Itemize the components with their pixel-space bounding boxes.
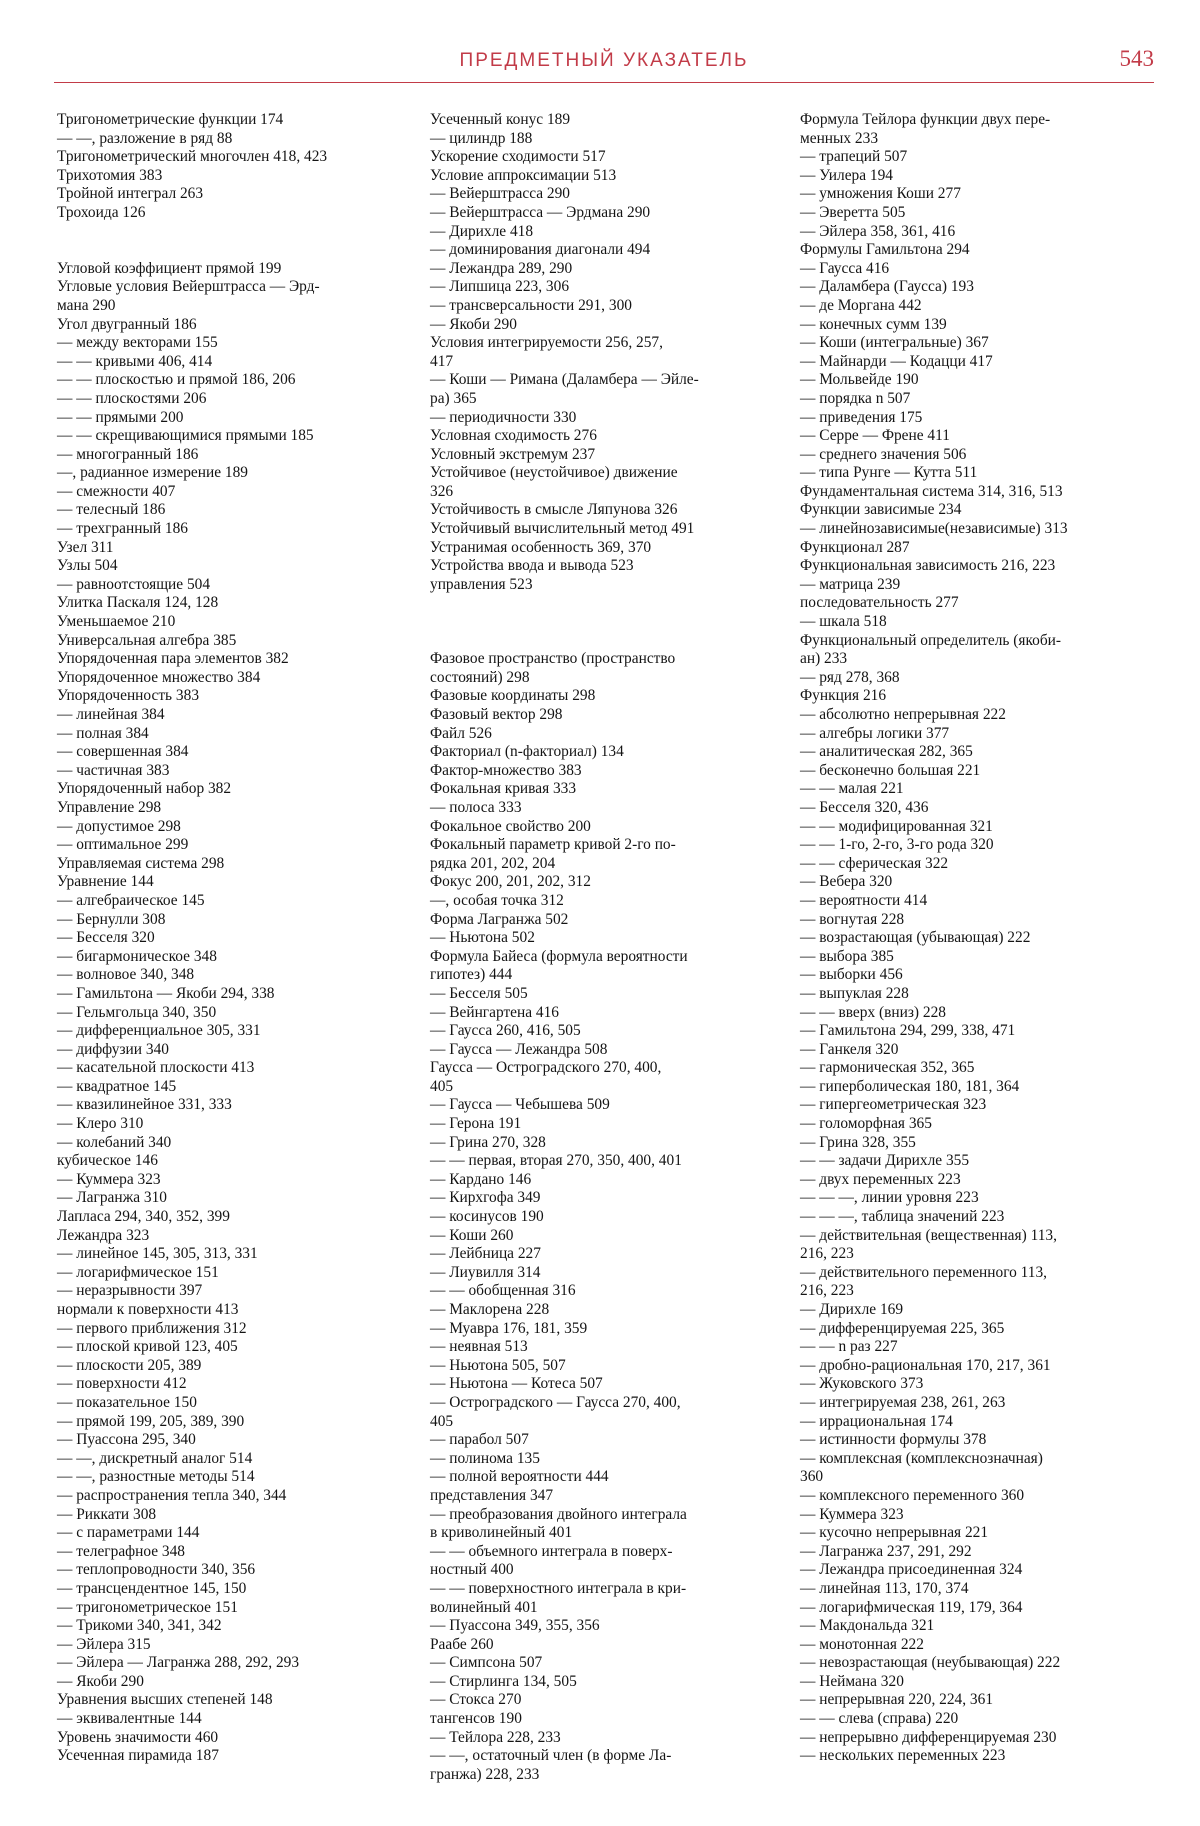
index-entry: Тройной интеграл 263 [57, 185, 204, 203]
index-entry: 405 [430, 1077, 454, 1095]
index-entry: — Жуковского 373 [800, 1375, 924, 1393]
index-entry: Устойчивость в смысле Ляпунова 326 [430, 501, 678, 519]
index-entry: — Ньютона 505, 507 [430, 1356, 566, 1374]
index-entry: — волновое 340, 348 [57, 966, 195, 984]
index-entry: — Липшица 223, 306 [430, 278, 570, 296]
index-entry: — допустимое 298 [57, 817, 181, 835]
index-entry: — цилиндр 188 [430, 129, 533, 147]
index-entry: Тригонометрические функции 174 [57, 111, 284, 128]
index-entry: — Эйлера 315 [57, 1635, 151, 1653]
index-entry: — — задачи Дирихле 355 [800, 1152, 970, 1170]
index-entry: Формулы Гамильтона 294 [800, 241, 970, 259]
index-entry: — Эйлера 358, 361, 416 [800, 222, 956, 240]
index-entry: — Лейбница 227 [430, 1245, 541, 1263]
index-entry: — равноотстоящие 504 [57, 575, 211, 593]
index-entry: — Гаусса 416 [800, 259, 890, 277]
spacer [430, 613, 746, 632]
index-column-1 [57, 111, 373, 1766]
header-rule [54, 82, 1154, 83]
index-entry: 417 [430, 352, 454, 370]
index-entry: гипотез) 444 [430, 966, 513, 984]
index-entry: — выбора 385 [800, 947, 894, 965]
index-entry: — —, дискретный аналог 514 [57, 1449, 253, 1467]
index-entry: — прямой 199, 205, 389, 390 [57, 1412, 245, 1430]
index-entry: — — объемного интеграла в поверх- [430, 1542, 673, 1560]
index-entry: — Пуассона 295, 340 [57, 1431, 196, 1449]
index-entry: — конечных сумм 139 [800, 315, 947, 333]
index-entry: — Лежандра присоединенная 324 [800, 1561, 1023, 1579]
index-entry: — распространения тепла 340, 344 [57, 1486, 287, 1504]
index-entry: — Лежандра 289, 290 [430, 259, 573, 277]
index-entry: — периодичности 330 [430, 408, 577, 426]
index-entry: — Бесселя 320, 436 [800, 798, 929, 816]
index-entry: Условная сходимость 276 [430, 427, 597, 445]
index-entry: — трехгранный 186 [57, 520, 188, 538]
index-entry: Трихотомия 383 [57, 166, 163, 184]
index-entry: — — скрещивающимися прямыми 185 [57, 427, 314, 445]
index-entry: — Гамильтона — Якоби 294, 338 [57, 984, 275, 1002]
index-entry: — интегрируемая 238, 261, 263 [800, 1393, 1006, 1411]
index-entry: — —, разностные методы 514 [57, 1468, 255, 1486]
index-entry: 216, 223 [800, 1282, 854, 1300]
index-entry: — монотонная 222 [800, 1635, 924, 1653]
index-entry: — комплексного переменного 360 [800, 1486, 1025, 1504]
index-entry: мана 290 [57, 296, 116, 314]
index-entry: — Вебера 320 [800, 873, 893, 891]
page-number: 543 [1119, 46, 1154, 71]
index-entry: — Грина 270, 328 [430, 1133, 546, 1151]
index-entry: — Стирлинга 134, 505 [430, 1672, 577, 1690]
index-entry: — умножения Коши 277 [800, 185, 961, 203]
index-entry: — Дирихле 169 [800, 1301, 904, 1318]
index-entry: — —, разложение в ряд 88 [57, 129, 233, 147]
index-entry: Устройства ввода и вывода 523 [430, 557, 634, 575]
index-entry: — — сферическая 322 [800, 854, 949, 872]
index-entry: Факториал (n-факториал) 134 [430, 743, 624, 761]
index-entry: — линейное 145, 305, 313, 331 [57, 1245, 258, 1263]
index-entry: — — n раз 227 [800, 1338, 898, 1356]
index-entry: — Гаусса — Чебышева 509 [430, 1096, 610, 1114]
index-entry: — эквивалентные 144 [57, 1710, 202, 1728]
index-entry: — Ганкеля 320 [800, 1040, 899, 1058]
index-entry: Угол двугранный 186 [57, 315, 197, 333]
index-entry: — — плоскостями 206 [57, 389, 207, 407]
index-entry: Упорядоченная пара элементов 382 [57, 650, 289, 668]
index-entry: — ряд 278, 368 [800, 668, 900, 686]
index-entry: Усеченная пирамида 187 [57, 1747, 219, 1765]
index-entry: — Гамильтона 294, 299, 338, 471 [800, 1022, 1016, 1040]
index-entry: — неразрывности 397 [57, 1282, 203, 1300]
index-entry: — Дирихле 418 [430, 222, 534, 240]
index-entry: — среднего значения 506 [800, 445, 967, 463]
index-entry: Функционал 287 [800, 538, 910, 556]
index-entry: — Ньютона — Котеса 507 [430, 1375, 603, 1393]
index-entry: — вогнутая 228 [800, 910, 905, 928]
index-entry: Устойчивый вычислительный метод 491 [430, 520, 695, 538]
index-entry: Фактор-множество 383 [430, 761, 582, 779]
index-entry: в криволинейный 401 [430, 1524, 573, 1542]
index-entry: — — кривыми 406, 414 [57, 352, 213, 370]
index-entry: Функциональный определитель (якоби- [800, 631, 1062, 649]
index-entry: — смежности 407 [57, 482, 176, 500]
index-entry: ра) 365 [430, 389, 477, 407]
index-entry: — Эйлера — Лагранжа 288, 292, 293 [57, 1654, 300, 1672]
index-entry: Формула Байеса (формула вероятности [430, 947, 688, 965]
index-entry: — полинома 135 [430, 1449, 540, 1467]
index-entry: — Куммера 323 [800, 1505, 904, 1523]
index-entry: — касательной плоскости 413 [57, 1059, 255, 1077]
index-entry: — Стокса 270 [430, 1691, 522, 1709]
index-entry: рядка 201, 202, 204 [430, 854, 556, 872]
index-entry: — Трикоми 340, 341, 342 [57, 1617, 222, 1635]
page-header [54, 44, 1154, 84]
index-entry: — непрерывная 220, 224, 361 [800, 1691, 994, 1709]
index-entry: — колебаний 340 [57, 1133, 172, 1151]
index-entry: — шкала 518 [800, 613, 887, 631]
index-entry: Условия интегрируемости 256, 257, [430, 334, 663, 352]
index-entry: Устойчивое (неустойчивое) движение [430, 464, 678, 482]
running-title: ПРЕДМЕТНЫЙ УКАЗАТЕЛЬ [459, 50, 749, 71]
index-entry: — — слева (справа) 220 [800, 1710, 959, 1728]
index-entry: — алгебраическое 145 [57, 891, 205, 909]
index-entry: — де Моргана 442 [800, 296, 922, 314]
index-entry: 326 [430, 482, 454, 500]
index-entry: — Гельмгольца 340, 350 [57, 1003, 217, 1021]
index-entry: — —, остаточный член (в форме Ла- [430, 1747, 672, 1765]
index-entry: ностный 400 [430, 1561, 514, 1579]
index-entry: — возрастающая (убывающая) 222 [800, 929, 1031, 947]
spacer [430, 594, 746, 613]
index-entry: Гаусса — Остроградского 270, 400, [430, 1059, 662, 1077]
index-entry: — с параметрами 144 [57, 1524, 200, 1542]
index-entry: — истинности формулы 378 [800, 1431, 987, 1449]
index-entry: Управляемая система 298 [57, 854, 225, 872]
index-entry: Узел 311 [57, 538, 114, 556]
index-entry: гранжа) 228, 233 [430, 1765, 540, 1783]
index-entry: — доминирования диагонали 494 [430, 241, 651, 259]
index-entry: — Ньютона 502 [430, 929, 535, 947]
index-entry: — трансверсальности 291, 300 [430, 296, 632, 314]
index-entry: — Бернулли 308 [57, 910, 166, 928]
index-entry: — дифференцируемая 225, 365 [800, 1319, 1005, 1337]
index-entry: — Грина 328, 355 [800, 1133, 916, 1151]
index-entry: тангенсов 190 [430, 1710, 522, 1728]
index-entry: — — малая 221 [800, 780, 904, 798]
index-entry: — Коши — Римана (Даламбера — Эйле- [430, 371, 699, 389]
index-entry: — квадратное 145 [57, 1077, 177, 1095]
index-entry: Тригонометрический многочлен 418, 423 [57, 148, 328, 166]
index-entry: — Клеро 310 [57, 1115, 144, 1133]
index-entry: — Майнарди — Кодацци 417 [800, 352, 993, 370]
index-entry: кубическое 146 [57, 1152, 158, 1170]
index-entry: — дифференциальное 305, 331 [57, 1022, 261, 1040]
index-entry: Угловые условия Вейерштрасса — Эрд- [57, 278, 320, 296]
index-entry: нормали к поверхности 413 [57, 1301, 239, 1318]
index-entry: — полоса 333 [430, 798, 522, 816]
index-entry: — Уилера 194 [800, 166, 893, 184]
index-entry: Функция 216 [800, 687, 887, 705]
index-entry: — Симпсона 507 [430, 1654, 543, 1672]
index-entry: — Риккати 308 [57, 1505, 157, 1523]
index-entry: — Кирхгофа 349 [430, 1189, 541, 1207]
index-entry: — диффузии 340 [57, 1040, 169, 1058]
index-entry: — непрерывно дифференцируемая 230 [800, 1728, 1057, 1746]
index-entry: Упорядоченность 383 [57, 687, 200, 705]
index-entry: — квазилинейное 331, 333 [57, 1096, 232, 1114]
index-entry: Фокальное свойство 200 [430, 817, 591, 835]
index-entry: Фундаментальная система 314, 316, 513 [800, 482, 1063, 500]
index-entry: — телеграфное 348 [57, 1542, 186, 1560]
index-entry: — выборки 456 [800, 966, 903, 984]
index-entry: Файл 526 [430, 724, 492, 742]
index-entry: Усеченный конус 189 [430, 111, 571, 128]
index-entry: — Муавра 176, 181, 359 [430, 1319, 588, 1337]
index-entry: Форма Лагранжа 502 [430, 910, 569, 928]
index-entry: Фокальная кривая 333 [430, 780, 577, 798]
index-entry: — плоской кривой 123, 405 [57, 1338, 238, 1356]
index-entry: менных 233 [800, 129, 879, 147]
index-entry: — выпуклая 228 [800, 984, 909, 1002]
index-entry: — алгебры логики 377 [800, 724, 950, 742]
index-entry: Устранимая особенность 369, 370 [430, 538, 652, 556]
index-entry: — кусочно непрерывная 221 [800, 1524, 989, 1542]
index-entry: Узлы 504 [57, 557, 118, 575]
index-entry: — матрица 239 [800, 575, 901, 593]
index-entry: Трохоида 126 [57, 203, 146, 221]
index-entry: Условный экстремум 237 [430, 445, 596, 463]
index-entry: — типа Рунге — Кутта 511 [800, 464, 978, 482]
index-entry: Угловой коэффициент прямой 199 [57, 259, 282, 277]
index-entry: Условие аппроксимации 513 [430, 166, 617, 184]
index-entry: — линейная 384 [57, 706, 165, 723]
index-entry: Улитка Паскаля 124, 128 [57, 594, 219, 612]
index-entry: волинейный 401 [430, 1598, 538, 1616]
index-entry: — двух переменных 223 [800, 1170, 961, 1188]
index-entry: представления 347 [430, 1486, 554, 1504]
spacer [57, 241, 373, 260]
index-entry: — Вейерштрасса — Эрдмана 290 [430, 203, 651, 221]
index-entry: Уравнение 144 [57, 873, 154, 891]
index-entry: — Якоби 290 [430, 315, 517, 333]
index-entry: — — модифицированная 321 [800, 817, 993, 835]
index-entry: — Куммера 323 [57, 1170, 161, 1188]
index-entry: — — 1-го, 2-го, 3-го рода 320 [800, 836, 994, 854]
index-entry: —, радианное измерение 189 [57, 464, 248, 482]
index-entry: — — прямыми 200 [57, 408, 184, 426]
index-entry: — голоморфная 365 [800, 1115, 932, 1133]
index-entry: — Лиувилля 314 [430, 1263, 541, 1281]
index-entry: —, особая точка 312 [430, 891, 564, 909]
index-entry: — — обобщенная 316 [430, 1282, 576, 1300]
index-entry: — невозрастающая (неубывающая) 222 [800, 1654, 1061, 1672]
index-entry: — иррациональная 174 [800, 1412, 953, 1430]
index-entry: — совершенная 384 [57, 743, 189, 761]
index-entry: — полной вероятности 444 [430, 1468, 609, 1486]
index-entry: Универсальная алгебра 385 [57, 631, 237, 649]
index-entry: — логарифмическая 119, 179, 364 [800, 1598, 1023, 1616]
index-entry: — полная 384 [57, 724, 149, 742]
index-entry: Формула Тейлора функции двух пере- [800, 111, 1051, 128]
index-entry: — трапеций 507 [800, 148, 908, 166]
index-entry: — бигармоническое 348 [57, 947, 217, 965]
index-entry: — преобразования двойного интеграла [430, 1505, 687, 1523]
index-entry: — дробно-рациональная 170, 217, 361 [800, 1356, 1051, 1374]
index-entry: — — —, таблица значений 223 [800, 1208, 1005, 1226]
index-entry: — поверхности 412 [57, 1375, 187, 1393]
index-entry: Лапласа 294, 340, 352, 399 [57, 1208, 230, 1226]
index-entry: — Пуассона 349, 355, 356 [430, 1617, 600, 1635]
index-column-3 [800, 111, 1116, 1766]
index-entry: — показательное 150 [57, 1393, 197, 1411]
index-entry: Фазовое пространство (пространство [430, 650, 676, 668]
index-entry: — между векторами 155 [57, 334, 218, 352]
index-entry: — гиперболическая 180, 181, 364 [800, 1077, 1020, 1095]
index-entry: — телесный 186 [57, 501, 166, 519]
index-entry: — Эверетта 505 [800, 203, 906, 221]
index-entry: — — —, линии уровня 223 [800, 1189, 979, 1207]
index-entry: — линейнозависимые(независимые) 313 [800, 520, 1068, 538]
index-entry: — нескольких переменных 223 [800, 1747, 1006, 1765]
index-entry: — — первая, вторая 270, 350, 400, 401 [430, 1152, 682, 1170]
index-entry: — Лагранжа 310 [57, 1189, 167, 1207]
index-entry: — Даламбера (Гаусса) 193 [800, 278, 974, 296]
index-entry: 405 [430, 1412, 454, 1430]
index-entry: 360 [800, 1468, 824, 1486]
spacer [57, 223, 373, 242]
index-entry: — Коши 260 [430, 1226, 514, 1244]
index-entry: — Якоби 290 [57, 1672, 144, 1690]
index-entry: Управление 298 [57, 798, 162, 816]
index-entry: — первого приближения 312 [57, 1319, 247, 1337]
index-entry: — Вейерштрасса 290 [430, 185, 571, 203]
index-entry: — Коши (интегральные) 367 [800, 334, 989, 352]
index-entry: — Гаусса 260, 416, 505 [430, 1022, 581, 1040]
index-entry: — Герона 191 [430, 1115, 522, 1133]
index-entry: ан) 233 [800, 650, 848, 668]
index-entry: — Неймана 320 [800, 1672, 904, 1690]
index-entry: — гипергеометрическая 323 [800, 1096, 987, 1114]
index-entry: — трансцендентное 145, 150 [57, 1579, 247, 1597]
index-entry: Уравнения высших степеней 148 [57, 1691, 273, 1709]
index-entry: — Лагранжа 237, 291, 292 [800, 1542, 972, 1560]
index-entry: — Остроградского — Гаусса 270, 400, [430, 1393, 681, 1411]
index-entry: — линейная 113, 170, 374 [800, 1579, 969, 1597]
index-entry: — аналитическая 282, 365 [800, 743, 973, 761]
index-entry: — Серре — Френе 411 [800, 427, 950, 445]
index-entry: — Макдональда 321 [800, 1617, 935, 1635]
index-entry: — — поверхностного интеграла в кри- [430, 1579, 687, 1597]
index-entry: — оптимальное 299 [57, 836, 189, 854]
index-column-2 [430, 111, 746, 1784]
index-entry: Фазовые координаты 298 [430, 687, 596, 705]
index-entry: последовательность 277 [800, 594, 959, 612]
index-entry: Фокальный параметр кривой 2-го по- [430, 836, 676, 854]
index-entry: — Вейнгартена 416 [430, 1003, 560, 1021]
index-entry: — Мольвейде 190 [800, 371, 919, 389]
index-entry: состояний) 298 [430, 668, 530, 686]
index-entry: — Кардано 146 [430, 1170, 532, 1188]
index-entry: Упорядоченный набор 382 [57, 780, 232, 798]
spacer [430, 632, 746, 651]
index-entry: — действительного переменного 113, [800, 1263, 1048, 1281]
index-entry: Уменьшаемое 210 [57, 613, 176, 631]
index-entry: — многогранный 186 [57, 445, 199, 463]
index-entry: — — вверх (вниз) 228 [800, 1003, 946, 1021]
index-entry: — неявная 513 [430, 1338, 528, 1356]
index-entry: — парабол 507 [430, 1431, 529, 1449]
index-entry: — Гаусса — Лежандра 508 [430, 1040, 608, 1058]
index-entry: — тригонометрическое 151 [57, 1598, 238, 1616]
index-entry: Лежандра 323 [57, 1226, 150, 1244]
index-entry: — абсолютно непрерывная 222 [800, 706, 1006, 723]
index-entry: — плоскости 205, 389 [57, 1356, 202, 1374]
index-entry: — Бесселя 320 [57, 929, 155, 947]
index-entry: управления 523 [430, 575, 533, 593]
index-entry: Функции зависимые 234 [800, 501, 962, 519]
index-entry: — порядка n 507 [800, 389, 911, 407]
index-entry: — теплопроводности 340, 356 [57, 1561, 256, 1579]
index-entry: — частичная 383 [57, 761, 170, 779]
index-entry: — действительная (вещественная) 113, [800, 1226, 1057, 1244]
index-entry: — гармоническая 352, 365 [800, 1059, 975, 1077]
index-entry: Функциональная зависимость 216, 223 [800, 557, 1056, 575]
index-entry: — косинусов 190 [430, 1208, 544, 1226]
index-entry: Фокус 200, 201, 202, 312 [430, 873, 591, 891]
index-entry: Фазовый вектор 298 [430, 706, 563, 723]
index-entry: — логарифмическое 151 [57, 1263, 219, 1281]
index-entry: Упорядоченное множество 384 [57, 668, 261, 686]
index-entry: — бесконечно большая 221 [800, 761, 981, 779]
index-entry: — приведения 175 [800, 408, 923, 426]
index-entry: — — плоскостью и прямой 186, 206 [57, 371, 296, 389]
index-entry: — Маклорена 228 [430, 1301, 550, 1318]
index-entry: Уровень значимости 460 [57, 1728, 219, 1746]
index-entry: — вероятности 414 [800, 891, 928, 909]
index-entry: — Бесселя 505 [430, 984, 528, 1002]
index-entry: — комплексная (комплекснозначная) [800, 1449, 1043, 1467]
index-entry: Ускорение сходимости 517 [430, 148, 606, 166]
index-entry: Раабе 260 [430, 1635, 494, 1653]
index-entry: 216, 223 [800, 1245, 854, 1263]
index-entry: — Тейлора 228, 233 [430, 1728, 561, 1746]
